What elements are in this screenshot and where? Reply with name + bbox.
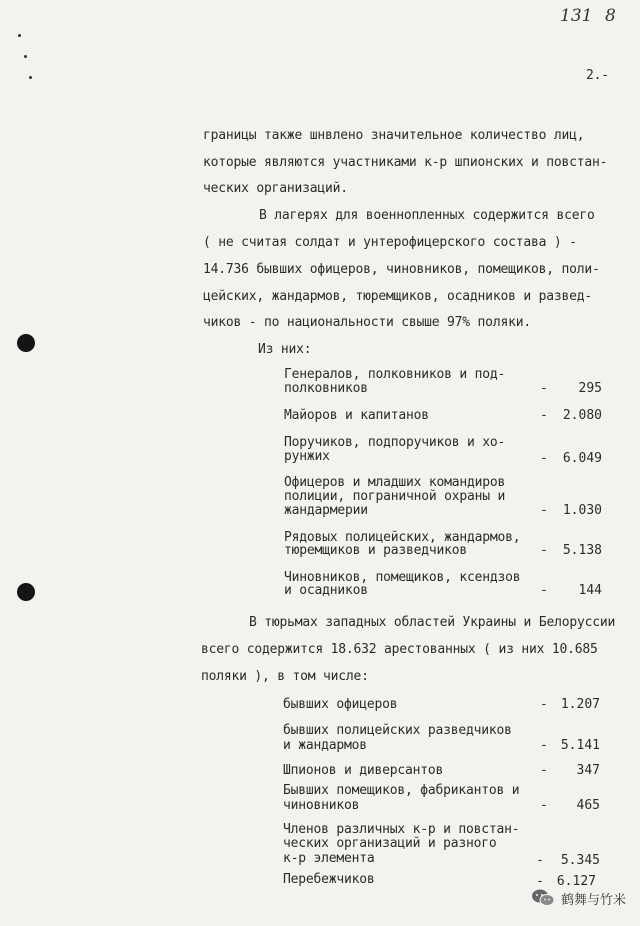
camp-item-value: 5.138 [562,543,602,558]
prison-item-line: и жандармов [283,738,367,753]
prison-item-dash: - [540,763,548,778]
camp-item-line: полковников [284,381,368,396]
watermark-text: 鹤舞与竹米 [560,892,626,908]
prison-item-value: 6.127 [556,874,596,889]
camp-item-dash: - [540,543,548,558]
camp-item-value: 2.080 [562,408,602,423]
prison-item-line: к-р элемента [283,851,375,866]
punch-hole-bottom [17,583,35,601]
prison-item-dash: - [540,798,548,813]
intro-line: границы также шнвлено значительное количество лиц, [203,128,585,143]
camp-item-dash: - [540,408,548,423]
speck [29,76,32,79]
camp-item-line: полиции, пограничной охраны и [284,489,506,504]
speck [18,34,21,37]
camp-item-value: 6.049 [562,451,602,466]
punch-hole-top [17,334,35,352]
camp-item-value: 295 [578,381,602,396]
camp-item-line: и осадников [284,583,368,598]
prison-item-line: Бывших помещиков, фабрикантов и [283,783,520,798]
prison-item-value: 465 [576,798,600,813]
prison-item-line: бывших полицейских разведчиков [283,723,512,738]
prison-item-line: Шпионов и диверсантов [283,763,444,778]
camps-line: 14.736 бывших офицеров, чиновников, помещиков, поли- [203,262,600,277]
intro-line: ческих организаций. [203,181,348,196]
page-number: 2.- [586,68,609,83]
prison-item-value: 5.141 [560,738,600,753]
prison-item-line: чиновников [283,798,360,813]
camp-item-line: тюремщиков и разведчиков [284,543,468,558]
prison-item-value: 1.207 [560,697,600,712]
camp-item-line: жандармерии [284,503,368,518]
prison-item-line: ческих организаций и разного [283,836,497,851]
camp-item-line: рунжих [284,449,330,464]
camp-item-dash: - [540,583,548,598]
prison-item-line: Членов различных к-р и повстан- [283,822,520,837]
camps-line: цейских, жандармов, тюремщиков, осадников и развед- [203,289,592,304]
camp-item-line: Генералов, полковников и под- [284,367,506,382]
prison-item-value: 347 [576,763,600,778]
camp-item-line: Поручиков, подпоручиков и хо- [284,435,506,450]
prisons-line: В тюрьмах западных областей Украины и Белоруссии [249,615,616,630]
camp-item-line: Рядовых полицейских, жандармов, [284,530,521,545]
camp-item-dash: - [540,503,548,518]
camp-item-value: 144 [578,583,602,598]
prison-item-line: бывших офицеров [283,697,398,712]
of-them-label: Из них: [258,342,312,357]
prison-item-dash: - [536,874,544,889]
camps-line: чиков - по национальности свыше 97% поляки. [203,315,531,330]
camp-item-dash: - [540,381,548,396]
handwritten-page-mark: 131 [560,6,593,26]
handwritten-extra-mark: 8 [605,6,616,26]
wechat-icon [531,888,555,908]
prison-item-dash: - [540,738,548,753]
camp-item-line: Офицеров и младших командиров [284,475,506,490]
camp-item-line: Чиновников, помещиков, ксендзов [284,570,521,585]
prisons-line: всего содержится 18.632 арестованных ( из них 10.685 [201,642,598,657]
watermark [531,888,626,908]
camp-item-value: 1.030 [562,503,602,518]
prison-item-dash: - [540,697,548,712]
prison-item-value: 5.345 [560,853,600,868]
camp-item-line: Майоров и капитанов [284,408,429,423]
prison-item-line: Перебежчиков [283,872,375,887]
speck [24,55,27,58]
camps-line: В лагерях для военнопленных содержится всего [259,208,595,223]
camp-item-dash: - [540,451,548,466]
camps-line: ( не считая солдат и унтерофицерского состава ) - [203,235,577,250]
prison-item-dash: - [536,853,544,868]
intro-line: которые являются участниками к-р шпионских и повстан- [203,155,608,170]
prisons-line: поляки ), в том числе: [201,669,369,684]
